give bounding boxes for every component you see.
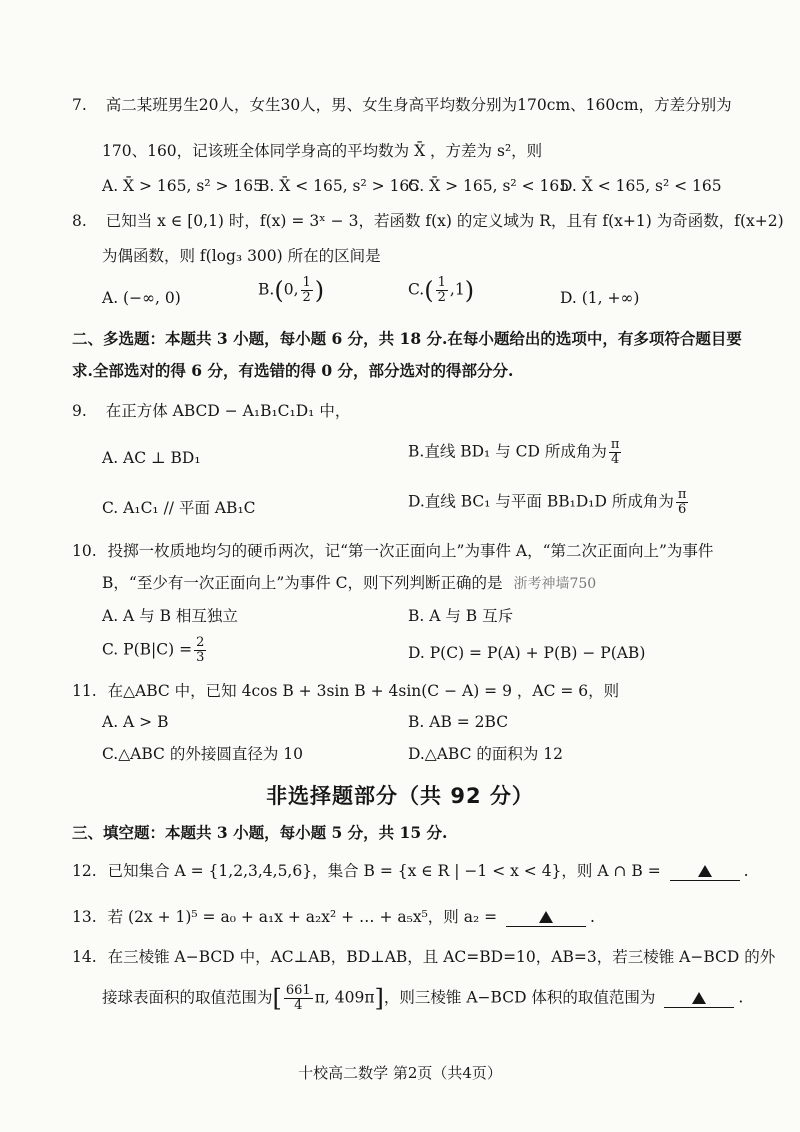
q9 bbox=[72, 400, 350, 422]
q11-option-d: D.△ABC 的面积为 12 bbox=[408, 745, 564, 763]
q11-option-c: C.△ABC 的外接圆直径为 10 bbox=[102, 745, 303, 763]
q13: 13. 若 (2x + 1)⁵ = a₀ + a₁x + a₂x² + … + a₅x⁵，则 a₂ = . bbox=[72, 908, 595, 926]
q9-option-b: B.直线 BD₁ 与 CD 所成角为 $\frac{\pi}{4}$ bbox=[408, 437, 620, 467]
q14-number: 14. bbox=[72, 948, 97, 966]
q11-stem: 在△ABC 中，已知 4cos B + 3sin B + 4sin(C − A) = 9 ，AC = 6，则 bbox=[107, 682, 620, 700]
q12-stem: 已知集合 A = {1,2,3,4,5,6}，集合 B = {x ∈ R | −1 < x < 4}，则 A ∩ B = bbox=[107, 862, 661, 880]
q11-number: 11. bbox=[72, 682, 97, 700]
triangle-icon bbox=[698, 865, 712, 877]
q9-option-a: A. AC ⊥ BD₁ bbox=[102, 449, 201, 467]
section2-line2: 求.全部选对的得 6 分，有选错的得 0 分，部分选对的得部分分. bbox=[72, 361, 514, 380]
q8-option-b-fraction: $\frac{1}{2}$ bbox=[302, 275, 311, 305]
q13-stem: 若 (2x + 1)⁵ = a₀ + a₁x + a₂x² + … + a₅x⁵，则 a₂ = bbox=[107, 908, 498, 926]
q13-number: 13. bbox=[72, 908, 97, 926]
q9-stem: 在正方体 ABCD − A₁B₁C₁D₁ 中， bbox=[105, 402, 351, 420]
q8-number: 8. bbox=[72, 212, 87, 230]
part-title: 非选择题部分（共 92 分） bbox=[266, 784, 534, 808]
q9-option-d: D.直线 BC₁ 与平面 BB₁D₁D 所成角为 $\frac{\pi}{6}$ bbox=[408, 487, 687, 517]
q10-option-c-fraction: $\frac{2}{3}$ bbox=[196, 635, 205, 665]
q7 bbox=[72, 94, 732, 116]
q12: 12. 已知集合 A = {1,2,3,4,5,6}，集合 B = {x ∈ R | −1 < x < 4}，则 A ∩ B = . bbox=[72, 862, 749, 880]
q14-line2: 接球表面积的取值范围为[ $\frac{661}{4}$ π, 409π]，则三棱锥 A−BCD 体积的取值范围为 . bbox=[102, 983, 744, 1013]
q9-option-c: C. A₁C₁ // 平面 AB₁C bbox=[102, 499, 256, 517]
q8-option-d: D. (1, +∞) bbox=[560, 289, 640, 307]
q8-option-c-fraction: $\frac{1}{2}$ bbox=[437, 275, 446, 305]
q10-option-a: A. A 与 B 相互独立 bbox=[102, 607, 238, 625]
section3: 三、填空题：本题共 3 小题，每小题 5 分，共 15 分. bbox=[72, 823, 448, 842]
q7-line2: 170、160，记该班全体同学身高的平均数为 X̄ ，方差为 s²，则 bbox=[102, 142, 543, 160]
q10-option-c: C. P(B|C) = $\frac{2}{3}$ bbox=[102, 635, 205, 665]
q14-answer-blank[interactable] bbox=[664, 989, 734, 1008]
q10-option-b: B. A 与 B 互斥 bbox=[408, 607, 514, 625]
q7-option-c: C. X̄ > 165, s² < 165 bbox=[408, 177, 570, 195]
q8-option-b: B.(0, $\frac{1}{2}$ ) bbox=[258, 275, 325, 305]
triangle-icon bbox=[539, 911, 553, 923]
q10-number: 10. bbox=[72, 542, 97, 560]
q12-number: 12. bbox=[72, 862, 97, 880]
q7-option-d: D. X̄ < 165, s² < 165 bbox=[560, 177, 722, 195]
triangle-icon bbox=[692, 992, 706, 1004]
q14-line1: 在三棱锥 A−BCD 中，AC⊥AB，BD⊥AB，且 AC=BD=10，AB=3，若三棱锥 A−BCD 的外 bbox=[107, 948, 776, 966]
section2-line1: 二、多选题：本题共 3 小题，每小题 6 分，共 18 分.在每小题给出的选项中，有多项符合题目要 bbox=[72, 329, 742, 348]
q10 bbox=[72, 540, 713, 562]
q14 bbox=[72, 946, 775, 968]
q10-line1: 投掷一枚质地均匀的硬币两次，记“第一次正面向上”为事件 A，“第二次正面向上”为事件 bbox=[107, 542, 714, 560]
q11 bbox=[72, 680, 619, 702]
q10-line2-row bbox=[102, 572, 596, 595]
q8-line1: 已知当 x ∈ [0,1) 时，f(x) = 3ˣ − 3，若函数 f(x) 的定义域为 R，且有 f(x+1) 为奇函数，f(x+2) bbox=[105, 212, 784, 230]
q8-option-a: A. (−∞, 0) bbox=[102, 289, 181, 307]
q8 bbox=[72, 210, 784, 232]
q7-line1: 高二某班男生20人，女生30人，男、女生身高平均数分别为170cm、160cm，方差分别为 bbox=[105, 96, 732, 114]
q11-option-a: A. A > B bbox=[102, 713, 169, 731]
q8-line2: 为偶函数，则 f(log₃ 300) 所在的区间是 bbox=[102, 247, 381, 265]
q7-option-a: A. X̄ > 165, s² > 165 bbox=[102, 177, 263, 195]
q8-option-b-label: B. bbox=[258, 280, 275, 299]
q9-option-b-fraction: $\frac{\pi}{4}$ bbox=[610, 437, 620, 467]
q7-number: 7. bbox=[72, 96, 87, 114]
q11-option-b: B. AB = 2BC bbox=[408, 713, 509, 731]
page-footer: 十校高二数学 第2页（共4页） bbox=[298, 1064, 502, 1082]
q14-fraction: $\frac{661}{4}$ bbox=[285, 983, 311, 1013]
q7-option-b: B. X̄ < 165, s² > 165 bbox=[258, 177, 420, 195]
q10-option-d: D. P(C) = P(A) + P(B) − P(AB) bbox=[408, 644, 646, 662]
watermark-stamp: 浙考神墙750 bbox=[513, 576, 597, 592]
q8-option-c-label: C. bbox=[408, 280, 425, 299]
q9-number: 9. bbox=[72, 402, 87, 420]
q10-line2: B，“至少有一次正面向上”为事件 C，则下列判断正确的是 bbox=[102, 574, 503, 592]
q9-option-d-fraction: $\frac{\pi}{6}$ bbox=[677, 487, 687, 517]
q8-option-c: C.( $\frac{1}{2}$ ,1) bbox=[408, 275, 475, 305]
q12-answer-blank[interactable] bbox=[670, 862, 740, 881]
q13-answer-blank[interactable] bbox=[506, 908, 586, 927]
